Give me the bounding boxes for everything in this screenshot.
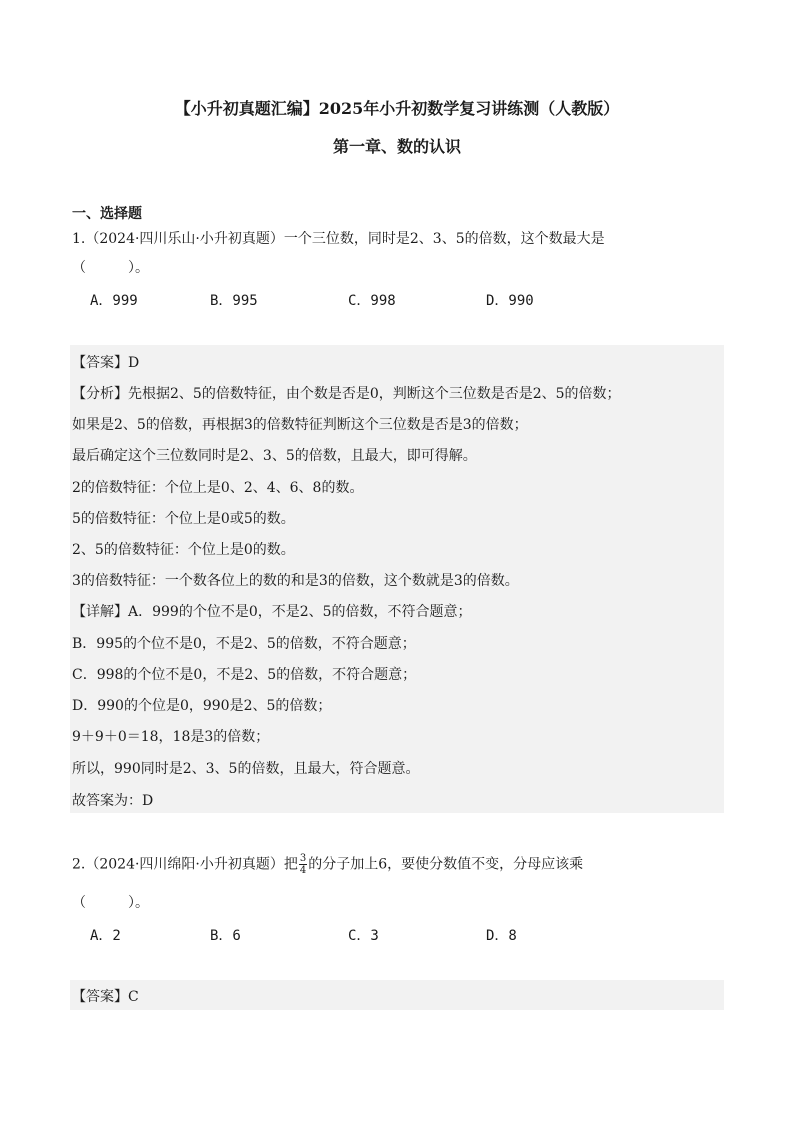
solution-1-line: 如果是2、5的倍数，再根据3的倍数特征判断这个三位数是否是3的倍数； <box>72 417 528 433</box>
solution-1-line: 3的倍数特征：一个数各位上的数的和是3的倍数，这个数就是3的倍数。 <box>72 573 519 589</box>
solution-1-line: B．995的个位不是0，不是2、5的倍数，不符合题意； <box>72 636 416 652</box>
question-2-option-b: B．6 <box>210 928 241 944</box>
chapter-title: 第一章、数的认识 <box>332 137 461 156</box>
solution-1-line: 5的倍数特征：个位上是0或5的数。 <box>72 511 295 527</box>
solution-1-line: 故答案为：D <box>72 793 154 809</box>
question-2-blank: （ ）。 <box>72 895 149 911</box>
question-2-stem-start: 2.（2024·四川绵阳·小升初真题）把 <box>72 856 298 873</box>
solution-1-line: 【详解】A．999的个位不是0，不是2、5的倍数，不符合题意； <box>72 604 472 620</box>
question-2-option-d: D．8 <box>486 928 517 944</box>
solution-1-line: 9＋9＋0＝18，18是3的倍数； <box>72 729 270 745</box>
question-2-option-c: C．3 <box>348 928 379 944</box>
solution-1-line: 2、5的倍数特征：个位上是0的数。 <box>72 542 295 558</box>
solution-1-line: 【分析】先根据2、5的倍数特征，由个数是否是0，判断这个三位数是否是2、5的倍数； <box>72 386 621 402</box>
question-2-option-a: A．2 <box>90 928 121 944</box>
fraction-numerator: 3 <box>299 853 307 864</box>
question-1-stem: 1.（2024·四川乐山·小升初真题）一个三位数，同时是2、3、5的倍数，这个数最大是 <box>72 231 605 247</box>
question-1-blank: （ ）。 <box>72 260 149 276</box>
question-2-stem-end: 的分子加上6，要使分数值不变，分母应该乘 <box>308 856 584 873</box>
solution-1-line: D．990的个位是0，990是2、5的倍数； <box>72 698 332 714</box>
solution-1-line: 最后确定这个三位数同时是2、3、5的倍数，且最大，即可得解。 <box>72 448 477 464</box>
question-2-solution <box>70 980 724 1010</box>
fraction-denominator: 4 <box>299 865 307 876</box>
solution-1-line: 2的倍数特征：个位上是0、2、4、6、8的数。 <box>72 480 364 496</box>
question-2-answer: 【答案】C <box>72 989 139 1005</box>
question-2-stem <box>72 853 583 876</box>
question-1-option-d: D．990 <box>486 293 534 309</box>
question-1-option-a: A．999 <box>90 293 138 309</box>
question-1-option-b: B．995 <box>210 293 258 309</box>
document-title: 【小升初真题汇编】2025年小升初数学复习讲练测（人教版） <box>174 99 620 118</box>
section-heading: 一、选择题 <box>72 206 142 222</box>
solution-1-line: 【答案】D <box>72 355 140 371</box>
solution-1-line: 所以，990同时是2、3、5的倍数，且最大，符合题意。 <box>72 761 420 777</box>
fraction <box>299 853 307 876</box>
question-1-option-c: C．998 <box>348 293 396 309</box>
solution-1-line: C．998的个位不是0，不是2、5的倍数，不符合题意； <box>72 667 417 683</box>
